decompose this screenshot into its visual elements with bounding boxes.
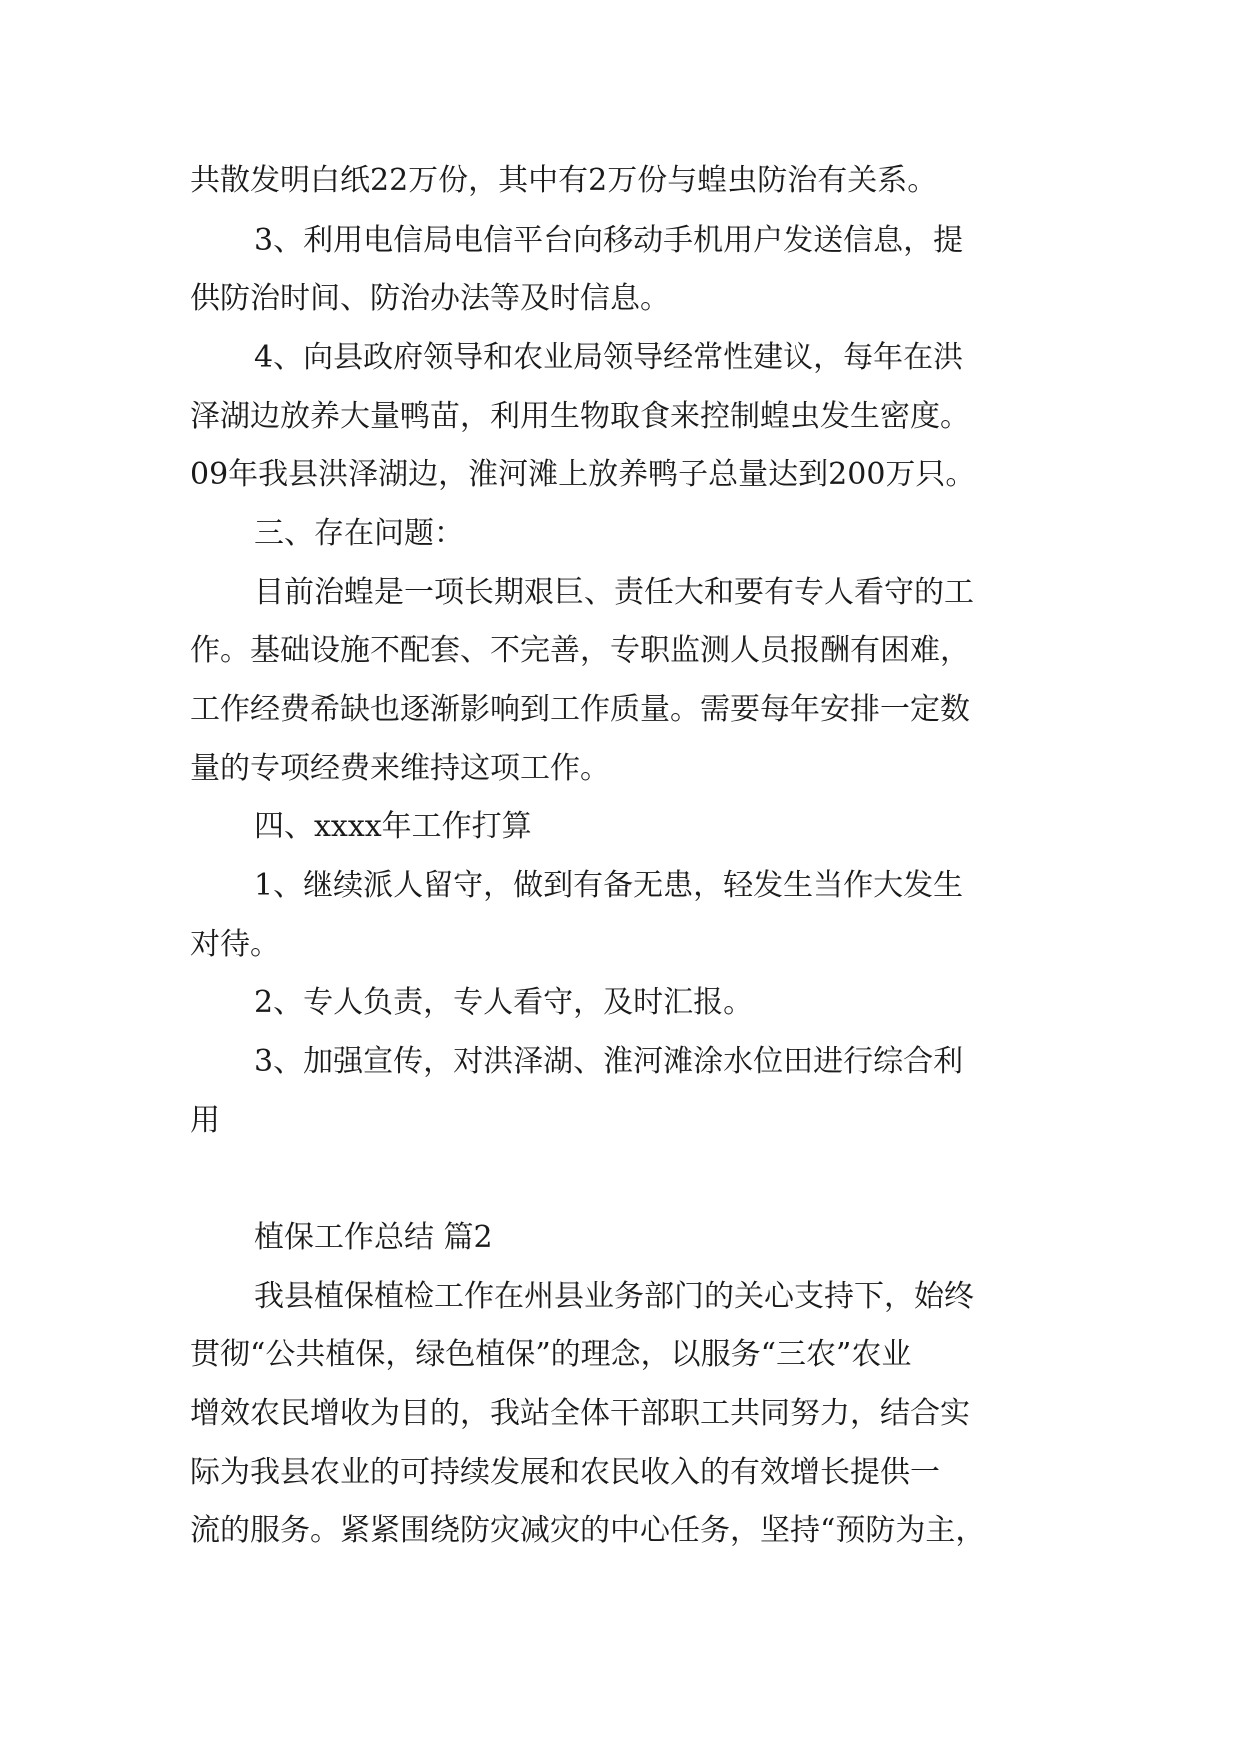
paragraph-line: 共散发明白纸22万份，其中有2万份与蝗虫防治有关系。 — [190, 163, 938, 198]
article-title: 植保工作总结 篇2 — [254, 1220, 493, 1255]
section-heading: 三、存在问题： — [254, 516, 464, 551]
section-heading: 四、xxxx年工作打算 — [254, 809, 532, 844]
paragraph-line: 3、利用电信局电信平台向移动手机用户发送信息，提 — [254, 223, 964, 258]
paragraph-line: 工作经费希缺也逐渐影响到工作质量。需要每年安排一定数 — [190, 692, 970, 727]
paragraph-line: 2、专人负责，专人看守，及时汇报。 — [254, 985, 754, 1020]
paragraph-line: 供防治时间、防治办法等及时信息。 — [190, 281, 670, 316]
paragraph-line: 对待。 — [190, 927, 280, 962]
paragraph-line: 1、继续派人留守，做到有备无患，轻发生当作大发生 — [254, 868, 964, 903]
paragraph-line: 量的专项经费来维持这项工作。 — [190, 751, 610, 786]
paragraph-line: 泽湖边放养大量鸭苗，利用生物取食来控制蝗虫发生密度。 — [190, 399, 970, 434]
paragraph-line: 际为我县农业的可持续发展和农民收入的有效增长提供一 — [190, 1455, 940, 1490]
paragraph-line: 09年我县洪泽湖边，淮河滩上放养鸭子总量达到200万只。 — [190, 457, 976, 492]
paragraph-line: 增效农民增收为目的，我站全体干部职工共同努力，结合实 — [190, 1396, 970, 1431]
paragraph-line: 3、加强宣传，对洪泽湖、淮河滩涂水位田进行综合利 — [254, 1044, 964, 1079]
paragraph-line: 贯彻“公共植保，绿色植保”的理念，以服务“三农”农业 — [190, 1337, 912, 1372]
paragraph-line: 流的服务。紧紧围绕防灾减灾的中心任务，坚持“预防为主， — [190, 1513, 986, 1548]
paragraph-line: 目前治蝗是一项长期艰巨、责任大和要有专人看守的工 — [254, 575, 974, 610]
paragraph-line: 4、向县政府领导和农业局领导经常性建议，每年在洪 — [254, 340, 964, 375]
paragraph-line: 用 — [190, 1103, 220, 1138]
paragraph-line: 我县植保植检工作在州县业务部门的关心支持下，始终 — [254, 1279, 974, 1314]
paragraph-line: 作。基础设施不配套、不完善，专职监测人员报酬有困难， — [190, 633, 970, 668]
